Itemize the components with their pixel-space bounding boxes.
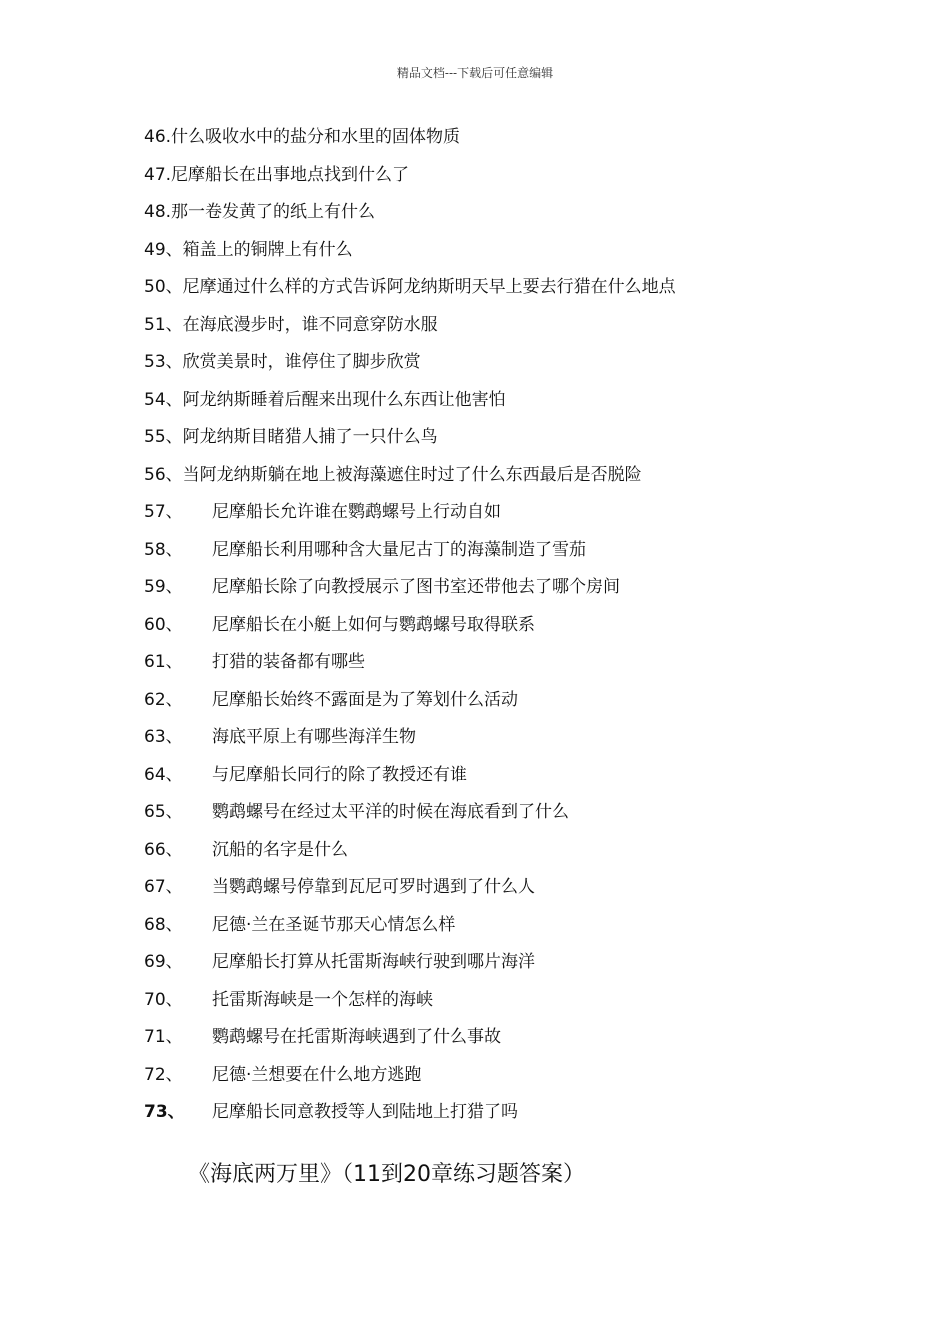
question-number: 61、 bbox=[144, 652, 183, 672]
question-number: 63、 bbox=[144, 727, 183, 747]
question-number: 49、 bbox=[144, 239, 183, 260]
question-item bbox=[144, 497, 904, 535]
question-number: 50、 bbox=[144, 277, 183, 297]
question-number: 60、 bbox=[144, 614, 183, 635]
question-text: 尼摩船长利用哪种含大量尼古丁的海藻制造了雪茄 bbox=[212, 539, 586, 560]
question-item bbox=[144, 835, 904, 873]
question-text: 与尼摩船长同行的除了教授还有谁 bbox=[212, 764, 467, 785]
question-number: 47. bbox=[144, 164, 172, 185]
question-item bbox=[144, 272, 904, 310]
question-text: 沉船的名字是什么 bbox=[212, 839, 348, 860]
question-number: 57、 bbox=[144, 502, 183, 522]
question-text: 尼摩船长打算从托雷斯海峡行驶到哪片海洋 bbox=[212, 952, 535, 972]
question-item bbox=[144, 910, 904, 948]
question-number: 68、 bbox=[144, 914, 183, 935]
question-text: 在海底漫步时，谁不同意穿防水服 bbox=[182, 314, 438, 335]
question-number: 72、 bbox=[144, 1064, 183, 1085]
question-item bbox=[144, 722, 904, 760]
question-number: 73、 bbox=[144, 1102, 185, 1122]
question-item bbox=[144, 122, 904, 160]
question-list bbox=[144, 122, 904, 1135]
question-text: 尼摩船长允许谁在鹦鹉螺号上行动自如 bbox=[212, 502, 501, 522]
question-text: 海底平原上有哪些海洋生物 bbox=[212, 727, 416, 747]
question-item bbox=[144, 797, 904, 835]
question-item bbox=[144, 422, 904, 460]
question-item bbox=[144, 460, 904, 498]
question-number: 46. bbox=[144, 127, 172, 147]
question-text: 尼摩通过什么样的方式告诉阿龙纳斯明天早上要去行猎在什么地点 bbox=[182, 277, 676, 297]
answers-section-title: 《海底两万里》（11到20章练习题答案） bbox=[188, 1162, 585, 1187]
question-text: 当鹦鹉螺号停靠到瓦尼可罗时遇到了什么人 bbox=[212, 877, 535, 897]
question-number: 70、 bbox=[144, 989, 183, 1010]
question-text: 尼摩船长除了向教授展示了图书室还带他去了哪个房间 bbox=[212, 577, 620, 597]
question-item bbox=[144, 235, 904, 273]
question-text: 尼德·兰在圣诞节那天心情怎么样 bbox=[212, 914, 456, 935]
question-number: 59、 bbox=[144, 577, 183, 597]
question-number: 58、 bbox=[144, 539, 183, 560]
question-text: 尼摩船长在出事地点找到什么了 bbox=[171, 164, 410, 185]
question-number: 51、 bbox=[144, 314, 183, 335]
question-item bbox=[144, 347, 904, 385]
question-text: 打猎的装备都有哪些 bbox=[212, 652, 365, 672]
question-item bbox=[144, 1022, 904, 1060]
question-item bbox=[144, 572, 904, 610]
question-text: 什么吸收水中的盐分和水里的固体物质 bbox=[171, 127, 461, 147]
question-item bbox=[144, 1097, 904, 1135]
question-text: 阿龙纳斯睡着后醒来出现什么东西让他害怕 bbox=[182, 389, 506, 410]
question-number: 66、 bbox=[144, 839, 183, 860]
question-number: 62、 bbox=[144, 689, 183, 710]
question-number: 48. bbox=[144, 202, 172, 222]
question-text: 阿龙纳斯目睹猎人捕了一只什么鸟 bbox=[182, 427, 438, 447]
question-text: 尼摩船长在小艇上如何与鹦鹉螺号取得联系 bbox=[212, 614, 535, 635]
question-item bbox=[144, 647, 904, 685]
question-text: 尼摩船长始终不露面是为了筹划什么活动 bbox=[212, 689, 518, 710]
question-number: 65、 bbox=[144, 802, 183, 822]
page-header: 精品文档---下载后可任意编辑 bbox=[396, 66, 554, 80]
question-text: 鹦鹉螺号在托雷斯海峡遇到了什么事故 bbox=[212, 1027, 501, 1047]
question-item bbox=[144, 947, 904, 985]
question-item bbox=[144, 535, 904, 573]
question-item bbox=[144, 1060, 904, 1098]
question-text: 鹦鹉螺号在经过太平洋的时候在海底看到了什么 bbox=[212, 802, 569, 822]
question-item bbox=[144, 610, 904, 648]
question-item bbox=[144, 197, 904, 235]
question-text: 托雷斯海峡是一个怎样的海峡 bbox=[212, 989, 433, 1010]
question-text: 当阿龙纳斯躺在地上被海藻遮住时过了什么东西最后是否脱险 bbox=[182, 464, 642, 485]
question-item bbox=[144, 160, 904, 198]
question-item bbox=[144, 760, 904, 798]
question-item bbox=[144, 310, 904, 348]
question-item bbox=[144, 685, 904, 723]
question-number: 55、 bbox=[144, 427, 183, 447]
question-text: 那一卷发黄了的纸上有什么 bbox=[171, 202, 376, 222]
question-number: 71、 bbox=[144, 1027, 183, 1047]
question-text: 尼德·兰想要在什么地方逃跑 bbox=[212, 1064, 422, 1085]
question-item bbox=[144, 985, 904, 1023]
question-text: 欣赏美景时，谁停住了脚步欣赏 bbox=[182, 352, 421, 372]
question-number: 56、 bbox=[144, 464, 183, 485]
question-number: 67、 bbox=[144, 877, 183, 897]
question-item bbox=[144, 872, 904, 910]
question-text: 箱盖上的铜牌上有什么 bbox=[182, 239, 353, 260]
question-item bbox=[144, 385, 904, 423]
question-text: 尼摩船长同意教授等人到陆地上打猎了吗 bbox=[212, 1102, 518, 1122]
question-number: 64、 bbox=[144, 764, 183, 785]
question-number: 69、 bbox=[144, 952, 183, 972]
question-number: 54、 bbox=[144, 389, 183, 410]
question-number: 53、 bbox=[144, 352, 183, 372]
